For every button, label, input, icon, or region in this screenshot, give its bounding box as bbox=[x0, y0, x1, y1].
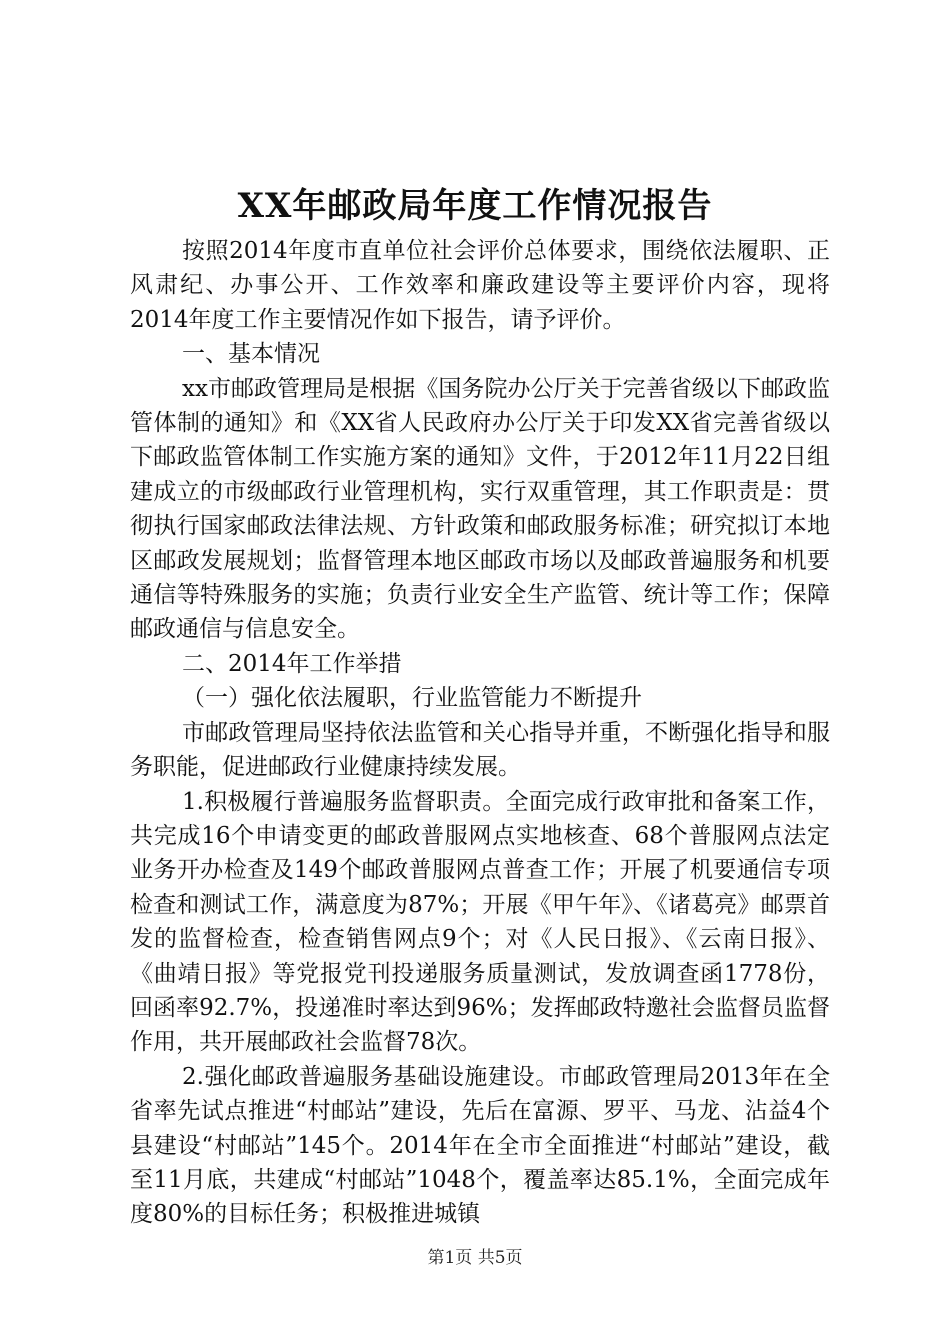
paragraph-item-1: 1.积极履行普遍服务监督职责。全面完成行政审批和备案工作，共完成16个申请变更的邮政普服网点实地核查、68个普服网点法定业务开办检查及149个邮政普服网点普查工作；开展了机要通信专项检查和测试工作，满意度为87%；开展《甲午年》、《诸葛亮》邮票首发的监督检查，检查销售网点9个；对《人民日报》、《云南日报》、《曲靖日报》等党报党刊投递服务质量测试，发放调查函1778份，回函率92.7%，投递准时率达到96%；发挥邮政特邀社会监督员监督作用，共开展邮政社会监督78次。 bbox=[130, 788, 830, 1056]
paragraph-intro: 按照2014年度市直单位社会评价总体要求，围绕依法履职、正风肃纪、办事公开、工作效率和廉政建设等主要评价内容，现将2014年度工作主要情况作如下报告，请予评价。 bbox=[130, 238, 830, 333]
page-footer: 第1页 共5页 bbox=[427, 1248, 523, 1268]
paragraph-basic-situation: xx市邮政管理局是根据《国务院办公厅关于完善省级以下邮政监管体制的通知》和《XX省人民政府办公厅关于印发XX省完善省级以下邮政监管体制工作实施方案的通知》文件，于2012年11月22日组建成立的市级邮政行业管理机构，实行双重管理，其工作职责是：贯彻执行国家邮政法律法规、方针政策和邮政服务标准；研究拟订本地区邮政发展规划；监督管理本地区邮政市场以及邮政普遍服务和机要通信等特殊服务的实施；负责行业安全生产监管、统计等工作；保障邮政通信与信息安全。 bbox=[130, 375, 830, 643]
subheading-law-enforcement: （一）强化依法履职，行业监管能力不断提升 bbox=[182, 685, 642, 712]
paragraph-law-enforcement: 市邮政管理局坚持依法监管和关心指导并重，不断强化指导和服务职能，促进邮政行业健康持续发展。 bbox=[130, 719, 830, 781]
heading-work-measures: 二、2014年工作举措 bbox=[182, 650, 402, 677]
paragraph-item-2: 2.强化邮政普遍服务基础设施建设。市邮政管理局2013年在全省率先试点推进“村邮站”建设，先后在富源、罗平、马龙、沾益4个县建设“村邮站”145个。2014年在全市全面推进“村邮站”建设，截至11月底，共建成“村邮站”1048个，覆盖率达85.1%，全面完成年度80%的目标任务；积极推进城镇 bbox=[130, 1063, 830, 1228]
document-body bbox=[130, 234, 830, 1232]
document-title: XX年邮政局年度工作情况报告 bbox=[237, 186, 713, 226]
heading-basic-situation: 一、基本情况 bbox=[182, 341, 320, 368]
